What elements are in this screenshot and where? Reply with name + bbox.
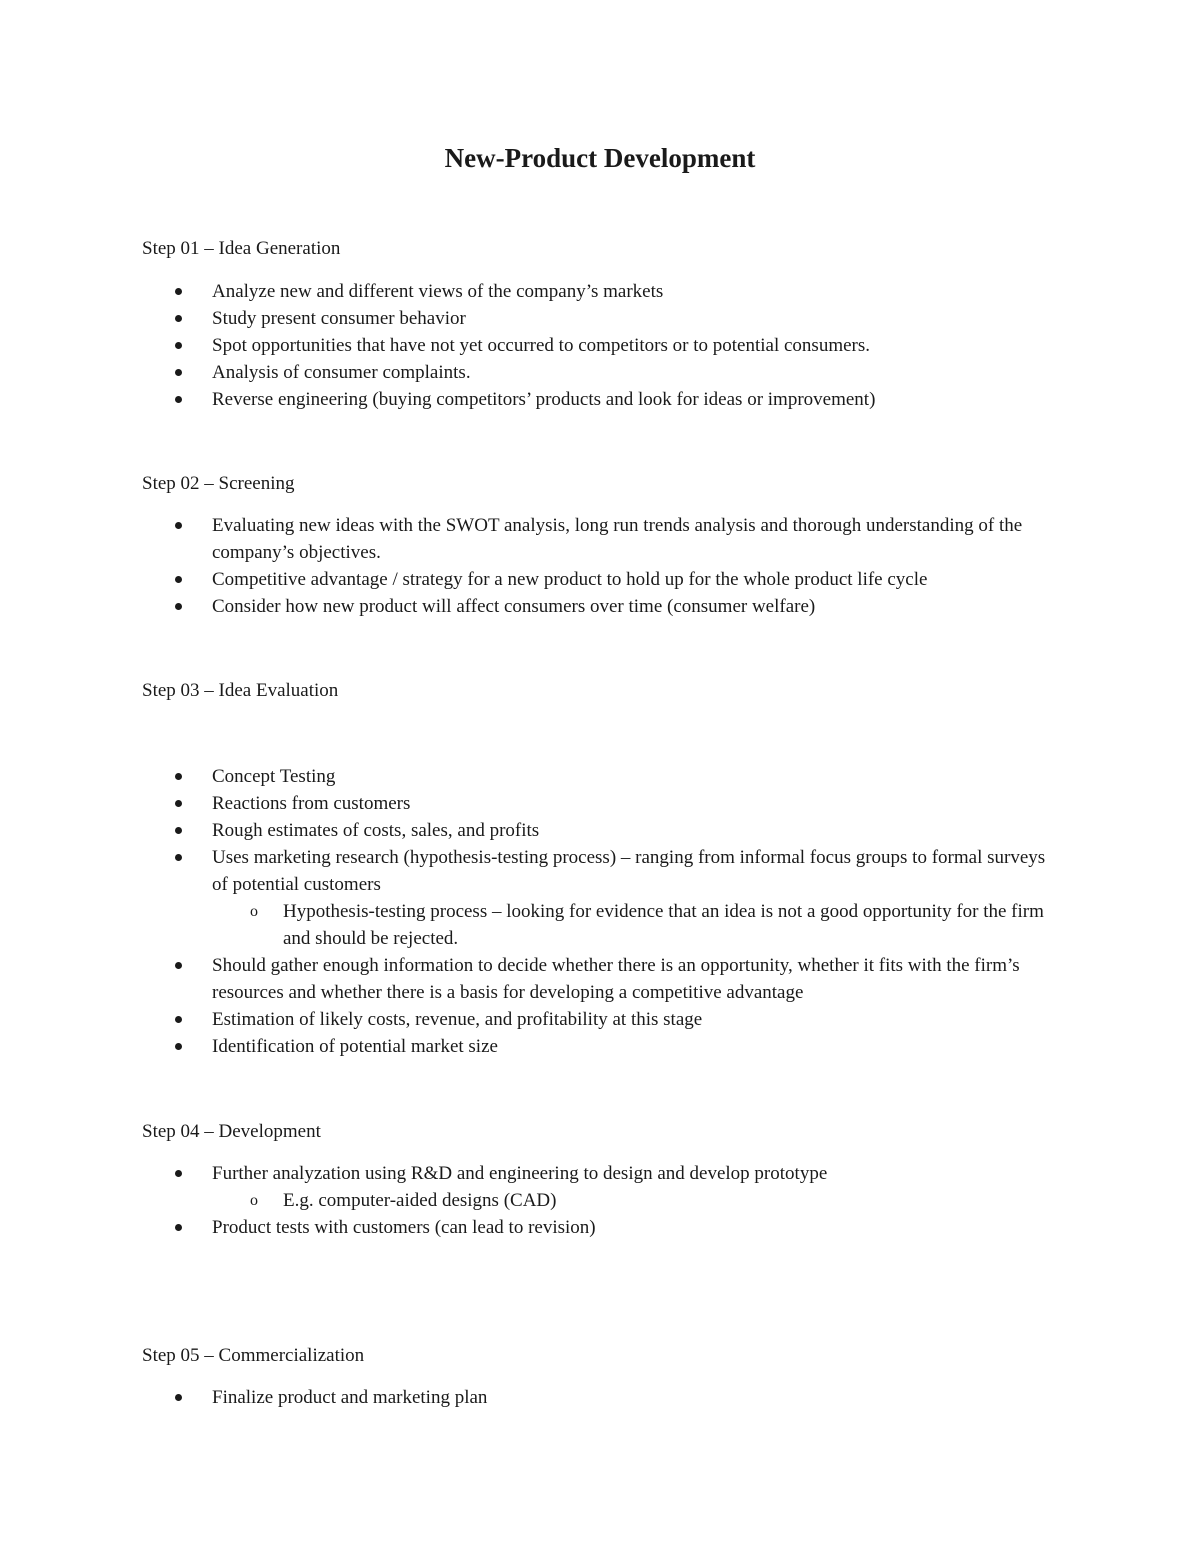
section-heading-step-02: Step 02 – Screening <box>142 473 295 494</box>
section-list-step-01 <box>0 278 1200 413</box>
bullet-icon <box>175 603 182 610</box>
bullet-icon <box>175 827 182 834</box>
list-item: Spot opportunities that have not yet occurred to competitors or to potential consumers. <box>0 332 1200 359</box>
section-list-step-04 <box>0 1160 1200 1241</box>
page-title: New-Product Development <box>444 143 756 173</box>
bullet-icon <box>175 1016 182 1023</box>
bullet-icon <box>175 396 182 403</box>
bullet-icon <box>175 800 182 807</box>
hollow-bullet-icon: o <box>250 903 258 920</box>
list-item: Analyze new and different views of the company’s markets <box>0 278 1200 305</box>
bullet-icon <box>175 854 182 861</box>
sub-list-item: o Hypothesis-testing process – looking for evidence that an idea is not a good opportunity for the firm and should be rejected. <box>0 898 1200 952</box>
list-item: Identification of potential market size <box>0 1033 1200 1060</box>
bullet-icon <box>175 1043 182 1050</box>
bullet-icon <box>175 1224 182 1231</box>
bullet-icon <box>175 576 182 583</box>
list-item: Reactions from customers <box>0 790 1200 817</box>
bullet-icon <box>175 342 182 349</box>
section-heading-step-05: Step 05 – Commercialization <box>142 1345 365 1366</box>
bullet-icon <box>175 1394 182 1401</box>
list-item: Estimation of likely costs, revenue, and profitability at this stage <box>0 1006 1200 1033</box>
list-item: Concept Testing <box>0 763 1200 790</box>
section-heading-step-03: Step 03 – Idea Evaluation <box>142 680 339 701</box>
list-item: Finalize product and marketing plan <box>0 1384 1200 1411</box>
list-item: Product tests with customers (can lead to revision) <box>0 1214 1200 1241</box>
bullet-icon <box>175 1170 182 1177</box>
section-list-step-05 <box>0 1384 1200 1411</box>
list-item: Uses marketing research (hypothesis-testing process) – ranging from informal focus groups to formal surveys of potential customers <box>0 844 1200 898</box>
bullet-icon <box>175 962 182 969</box>
list-item: Reverse engineering (buying competitors’ products and look for ideas or improvement) <box>0 386 1200 413</box>
section-list-step-03 <box>0 763 1200 1060</box>
sub-list-item: o E.g. computer-aided designs (CAD) <box>0 1187 1200 1214</box>
hollow-bullet-icon: o <box>250 1192 258 1209</box>
bullet-icon <box>175 522 182 529</box>
list-item: Consider how new product will affect consumers over time (consumer welfare) <box>0 593 1200 620</box>
section-list-step-02 <box>0 512 1200 620</box>
section-heading-step-01: Step 01 – Idea Generation <box>142 238 341 259</box>
bullet-icon <box>175 773 182 780</box>
list-item: Rough estimates of costs, sales, and profits <box>0 817 1200 844</box>
list-item: Should gather enough information to decide whether there is an opportunity, whether it fits with the firm’s resources and whether there is a basis for developing a competitive advantage <box>0 952 1200 1006</box>
list-item: Further analyzation using R&D and engineering to design and develop prototype <box>0 1160 1200 1187</box>
bullet-icon <box>175 369 182 376</box>
section-heading-step-04: Step 04 – Development <box>142 1121 321 1142</box>
list-item: Analysis of consumer complaints. <box>0 359 1200 386</box>
list-item: Evaluating new ideas with the SWOT analysis, long run trends analysis and thorough understanding of the company’s objectives. <box>0 512 1200 566</box>
bullet-icon <box>175 288 182 295</box>
list-item: Study present consumer behavior <box>0 305 1200 332</box>
bullet-icon <box>175 315 182 322</box>
list-item: Competitive advantage / strategy for a new product to hold up for the whole product life cycle <box>0 566 1200 593</box>
